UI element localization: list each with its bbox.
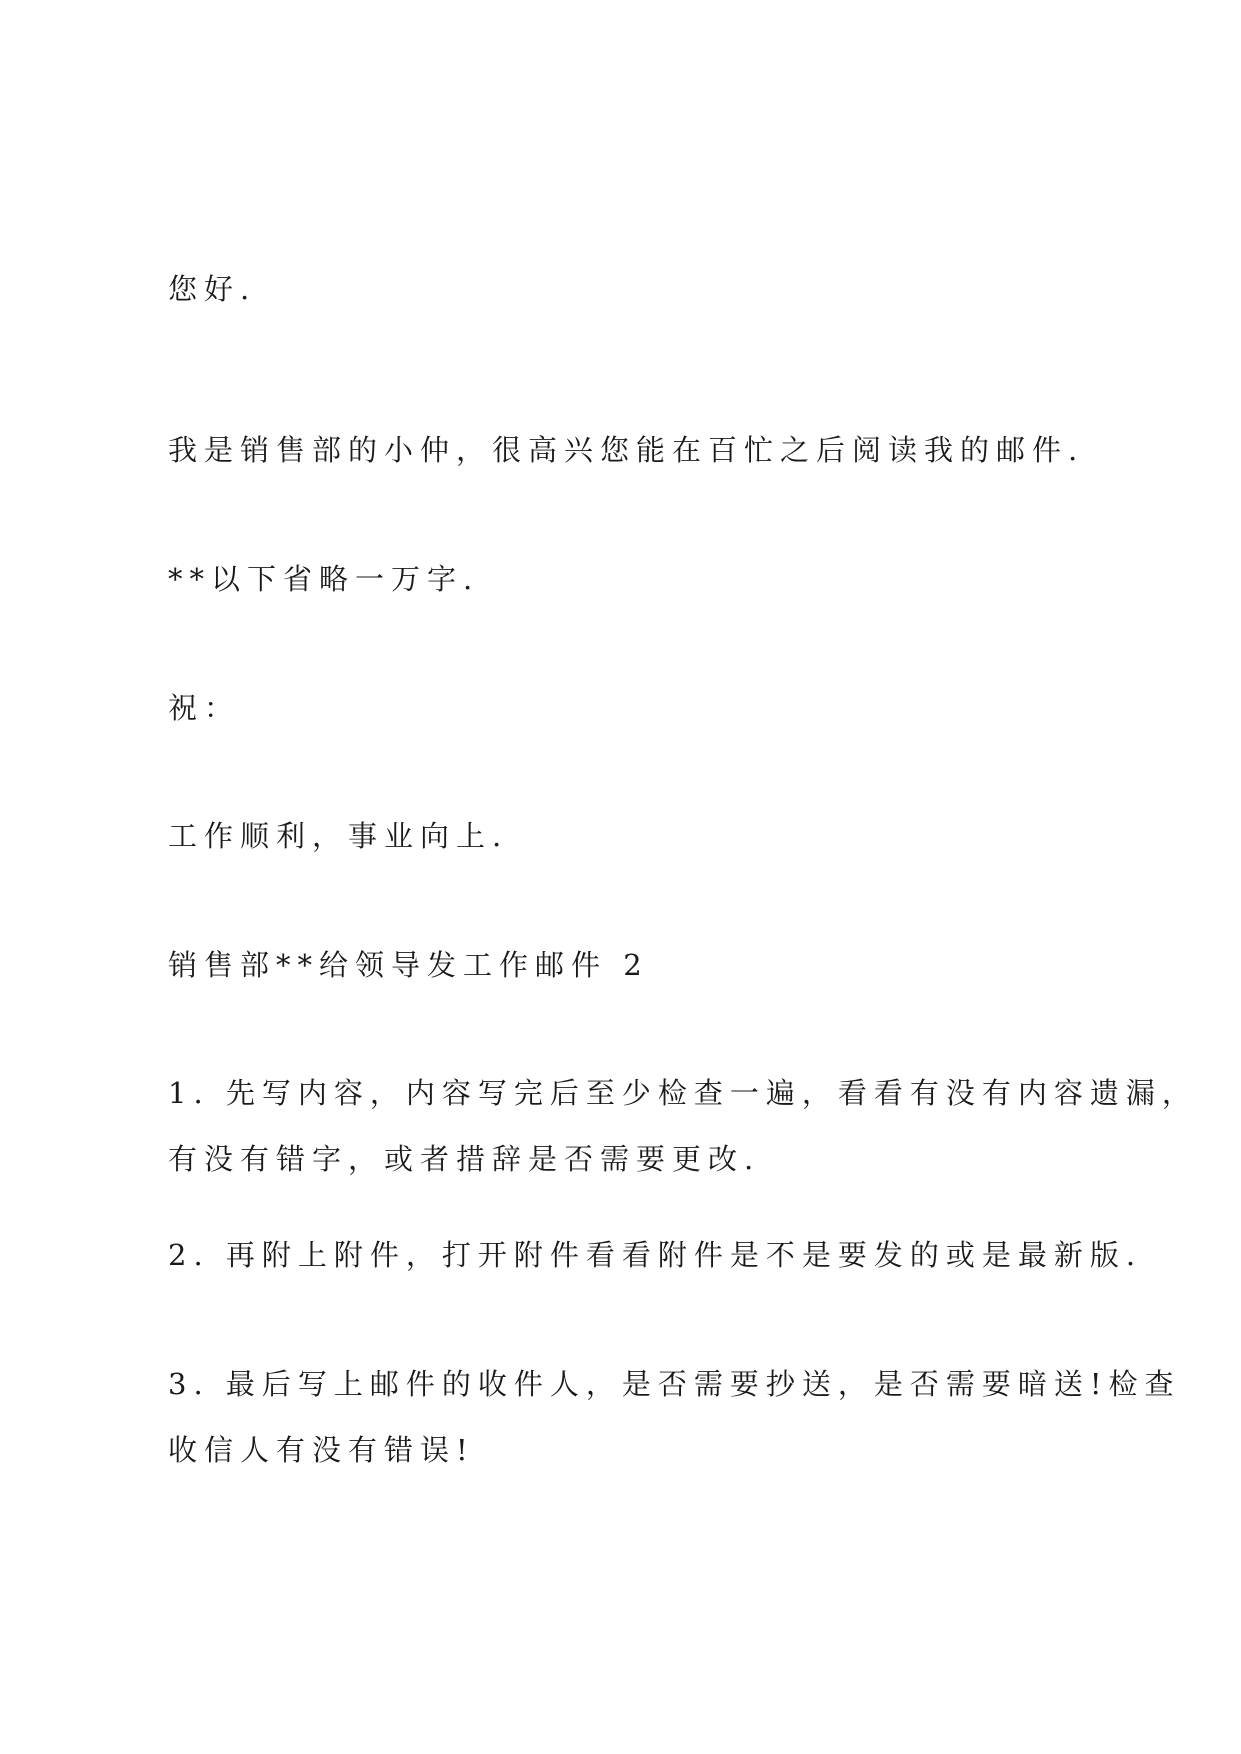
introduction-paragraph: 我是销售部的小仲，很高兴您能在百忙之后阅读我的邮件.: [168, 433, 1085, 467]
section-heading: 销售部**给领导发工作邮件 2: [168, 948, 649, 982]
list-item: [168, 1351, 1181, 1483]
closing-wish-paragraph: 工作顺利，事业向上.: [168, 819, 509, 853]
omission-note-paragraph: **以下省略一万字.: [168, 562, 480, 596]
list-item-line: 有没有错字，或者措辞是否需要更改.: [168, 1142, 761, 1176]
list-item-line: 1. 先写内容，内容写完后至少检查一遍，看看有没有内容遗漏，: [168, 1076, 1198, 1110]
list-item: [168, 1060, 1198, 1192]
list-item-line: 收信人有没有错误!: [168, 1433, 475, 1467]
closing-salutation-paragraph: 祝：: [168, 691, 241, 725]
list-item-line: 3. 最后写上邮件的收件人，是否需要抄送，是否需要暗送!检查: [168, 1367, 1181, 1401]
greeting-paragraph: 您好.: [168, 272, 257, 306]
list-item-line: 2. 再附上附件，打开附件看看附件是不是要发的或是最新版.: [168, 1238, 1143, 1272]
list-item: [168, 1222, 1142, 1288]
